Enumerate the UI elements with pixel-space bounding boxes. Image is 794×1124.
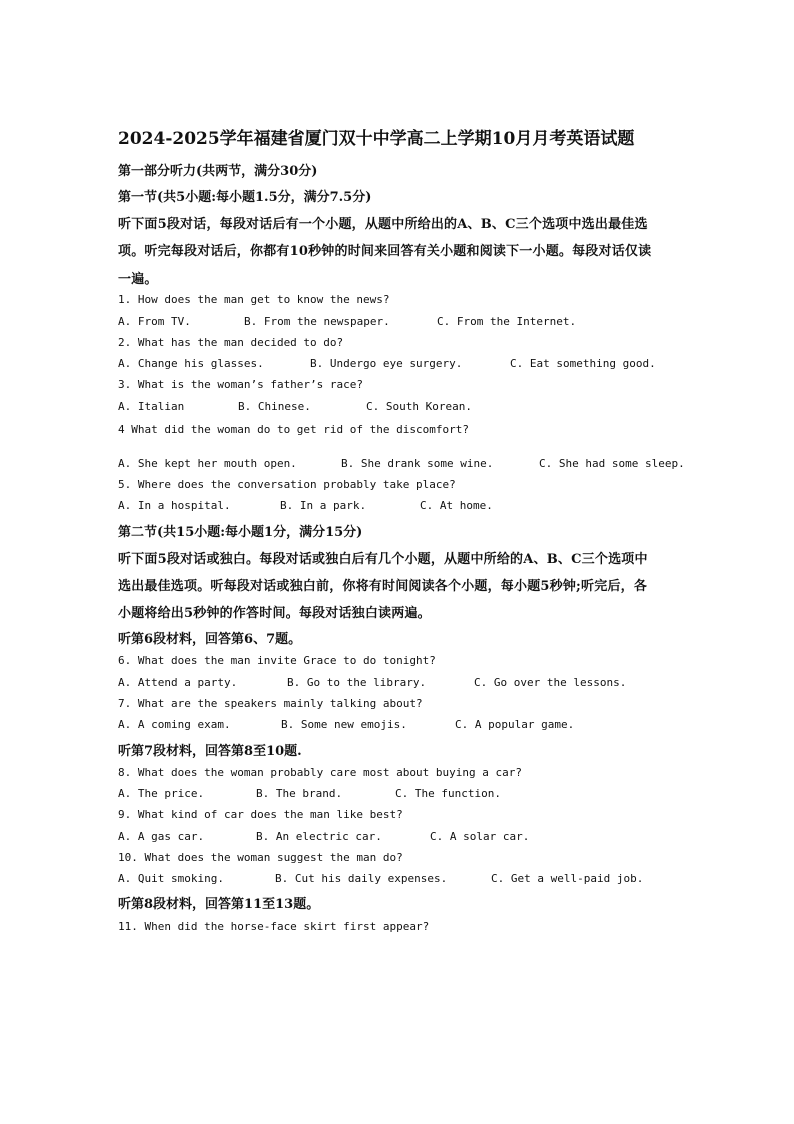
question-1-option-c: C. From the Internet. bbox=[437, 315, 577, 328]
question-1-option-b: B. From the newspaper. bbox=[244, 315, 390, 328]
question-3-option-a: A. Italian bbox=[118, 400, 185, 413]
question-4-option-a: A. She kept her mouth open. bbox=[118, 457, 297, 470]
question-7-option-a: A. A coming exam. bbox=[118, 718, 231, 731]
question-4-option-c: C. She had some sleep. bbox=[539, 457, 685, 470]
question-2-option-b: B. Undergo eye surgery. bbox=[310, 357, 463, 370]
question-7-option-b: B. Some new emojis. bbox=[281, 718, 407, 731]
question-10: 10. What does the woman suggest the man do? bbox=[118, 851, 403, 864]
question-2: 2. What has the man decided to do? bbox=[118, 336, 344, 349]
question-8: 8. What does the woman probably care most about buying a car? bbox=[118, 766, 522, 779]
section-one-heading: 第一节(共5小题:每小题1.5分，满分7.5分) bbox=[118, 190, 372, 205]
question-10-option-a: A. Quit smoking. bbox=[118, 872, 224, 885]
section-one-instruction-line: 一遍。 bbox=[118, 272, 158, 287]
question-6: 6. What does the man invite Grace to do tonight? bbox=[118, 654, 436, 667]
question-5-option-c: C. At home. bbox=[420, 499, 493, 512]
question-6-option-b: B. Go to the library. bbox=[287, 676, 427, 689]
question-1-option-a: A. From TV. bbox=[118, 315, 191, 328]
question-5-option-b: B. In a park. bbox=[280, 499, 367, 512]
question-9: 9. What kind of car does the man like best? bbox=[118, 808, 403, 821]
section-two-instruction-line: 选出最佳选项。听每段对话或独白前，你将有时间阅读各个小题，每小题5秒钟;听完后，各 bbox=[118, 579, 648, 594]
section-one-instruction-line: 项。听完每段对话后，你都有10秒钟的时间来回答有关小题和阅读下一小题。每段对话仅读 bbox=[118, 244, 652, 259]
question-6-option-a: A. Attend a party. bbox=[118, 676, 238, 689]
question-8-option-a: A. The price. bbox=[118, 787, 205, 800]
section-one-instruction-line: 听下面5段对话，每段对话后有一个小题，从题中所给出的A、B、C三个选项中选出最佳选 bbox=[118, 217, 648, 232]
question-9-option-b: B. An electric car. bbox=[256, 830, 382, 843]
question-9-option-c: C. A solar car. bbox=[430, 830, 530, 843]
material-6-heading: 听第6段材料，回答第6、7题。 bbox=[118, 632, 302, 647]
material-8-heading: 听第8段材料，回答第11至13题。 bbox=[118, 897, 320, 912]
question-7-option-c: C. A popular game. bbox=[455, 718, 575, 731]
question-8-option-c: C. The function. bbox=[395, 787, 501, 800]
question-9-option-a: A. A gas car. bbox=[118, 830, 205, 843]
question-10-option-c: C. Get a well-paid job. bbox=[491, 872, 644, 885]
section-two-instruction-line: 小题将给出5秒钟的作答时间。每段对话独白读两遍。 bbox=[118, 606, 431, 621]
section-two-instruction-line: 听下面5段对话或独白。每段对话或独白后有几个小题，从题中所给的A、B、C三个选项中 bbox=[118, 552, 648, 567]
section-two-heading: 第二节(共15小题:每小题1分，满分15分) bbox=[118, 525, 363, 540]
exam-title: 2024-2025学年福建省厦门双十中学高二上学期10月月考英语试题 bbox=[118, 129, 635, 149]
question-7: 7. What are the speakers mainly talking about? bbox=[118, 697, 423, 710]
question-11: 11. When did the horse-face skirt first appear? bbox=[118, 920, 430, 933]
question-4: 4 What did the woman do to get rid of the discomfort? bbox=[118, 423, 469, 436]
question-4-option-b: B. She drank some wine. bbox=[341, 457, 494, 470]
question-8-option-b: B. The brand. bbox=[256, 787, 343, 800]
question-5-option-a: A. In a hospital. bbox=[118, 499, 231, 512]
question-10-option-b: B. Cut his daily expenses. bbox=[275, 872, 448, 885]
question-6-option-c: C. Go over the lessons. bbox=[474, 676, 627, 689]
question-1: 1. How does the man get to know the news? bbox=[118, 293, 390, 306]
material-7-heading: 听第7段材料，回答第8至10题. bbox=[118, 744, 302, 759]
question-3: 3. What is the woman’s father’s race? bbox=[118, 378, 364, 391]
question-5: 5. Where does the conversation probably take place? bbox=[118, 478, 456, 491]
question-2-option-a: A. Change his glasses. bbox=[118, 357, 264, 370]
question-2-option-c: C. Eat something good. bbox=[510, 357, 656, 370]
part-one-heading: 第一部分听力(共两节，满分30分) bbox=[118, 164, 318, 179]
question-3-option-b: B. Chinese. bbox=[238, 400, 311, 413]
question-3-option-c: C. South Korean. bbox=[366, 400, 472, 413]
